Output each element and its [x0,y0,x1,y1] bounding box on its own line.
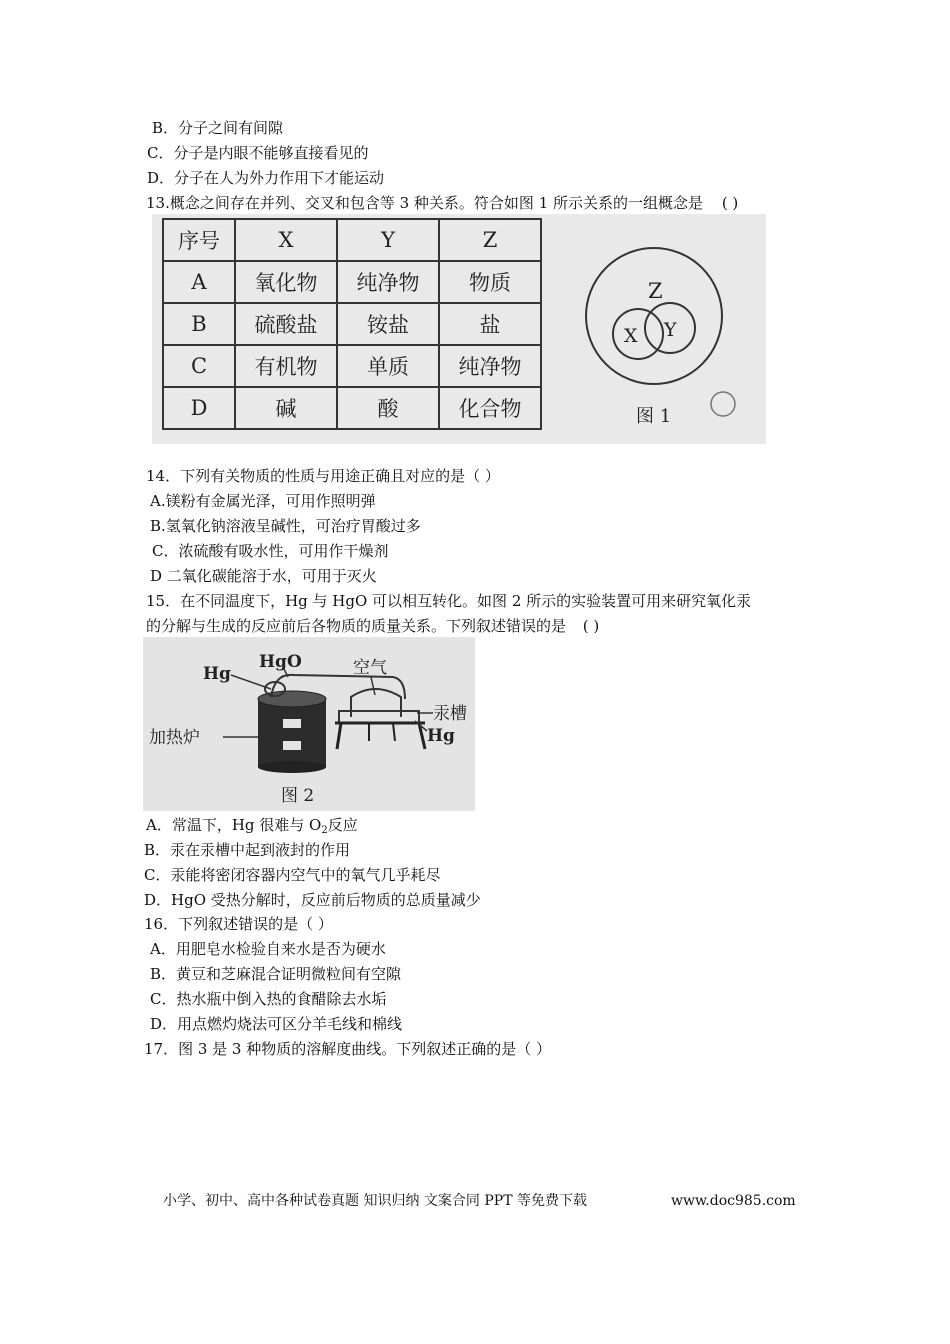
q15-stem-text: 的分解与生成的反应前后各物质的质量关系。下列叙述错误的是 [146,617,567,635]
q14-stem: 14．下列有关物质的性质与用途正确且对应的是（ ） [146,467,500,485]
q15-answer-paren: ( ) [582,617,600,635]
figure-2-caption: 图 2 [281,786,315,806]
table-header-cell: Z [439,219,541,261]
table-cell: C [163,345,235,387]
q15-stem-line-2 [146,616,599,636]
table-cell: A [163,261,235,303]
label-hg-left: Hg [203,664,231,684]
label-trough: 汞槽 [433,704,467,724]
table-header-cell: X [235,219,337,261]
table-header-cell: Y [337,219,439,261]
stand-leg [337,723,341,749]
q15-stem-line-1: 15．在不同温度下，Hg 与 HgO 可以相互转化。如图 2 所示的实验装置可用来研究氧化汞 [146,592,752,610]
q14-option-d: D 二氧化碳能溶于水，可用于灭火 [150,567,377,585]
q12-option-d: D．分子在人为外力作用下才能运动 [147,169,385,187]
table-cell: 盐 [439,303,541,345]
q17-stem: 17．图 3 是 3 种物质的溶解度曲线。下列叙述正确的是（ ） [144,1040,552,1058]
stamp-mark-icon [711,392,735,416]
q13-stem-text: 13.概念之间存在并列、交叉和包含等 3 种关系。符合如图 1 所示关系的一组概念是 [146,194,704,212]
table-header-row [163,219,541,261]
table-cell: 单质 [337,345,439,387]
table-cell: D [163,387,235,429]
bell-jar [351,689,401,717]
table-cell: 纯净物 [337,261,439,303]
q16-option-b: B．黄豆和芝麻混合证明微粒间有空隙 [150,965,402,983]
table-row [163,345,541,387]
q15-option-d: D．HgO 受热分解时，反应前后物质的总质量减少 [144,891,481,909]
leader-line [371,677,375,695]
table-cell: 氧化物 [235,261,337,303]
venn-label-z: Z [648,279,663,303]
venn-label-x: X [624,325,638,347]
furnace-body [258,699,326,767]
table-cell: 物质 [439,261,541,303]
label-furnace: 加热炉 [149,728,200,748]
label-hgo: HgO [259,652,302,672]
q14-option-b: B.氢氧化钠溶液呈碱性，可治疗胃酸过多 [150,517,421,535]
furnace-vent [283,719,301,728]
q15-option-a-text: A．常温下，Hg 很难与 O [146,816,322,834]
q13-stem [146,193,738,213]
table-cell: 有机物 [235,345,337,387]
figure-1-caption: 图 1 [636,406,672,427]
q15-option-c: C．汞能将密闭容器内空气中的氧气几乎耗尽 [144,866,441,884]
furnace-bottom [258,761,326,773]
q15-option-a-end: 反应 [327,816,358,834]
furnace-vent [283,741,301,750]
figure-2 [143,637,475,811]
footer-url[interactable]: www.doc985.com [671,1193,796,1209]
label-hg-right: Hg [427,726,455,746]
label-air: 空气 [353,658,387,678]
q13-answer-paren: ( ) [721,194,739,212]
table-cell: 碱 [235,387,337,429]
q14-option-c: C．浓硫酸有吸水性，可用作干燥剂 [152,542,389,560]
table-cell: B [163,303,235,345]
table-cell: 化合物 [439,387,541,429]
footer-text: 小学、初中、高中各种试卷真题 知识归纳 文案合同 PPT 等免费下载 [163,1193,587,1209]
concept-table [162,218,542,430]
table-row [163,387,541,429]
q16-option-c: C．热水瓶中倒入热的食醋除去水垢 [150,990,387,1008]
q16-option-a: A．用肥皂水检验自来水是否为硬水 [150,940,386,958]
table-cell: 硫酸盐 [235,303,337,345]
q15-option-a [146,815,358,841]
q15-option-a-subscript: 2 [321,825,328,836]
venn-diagram [570,214,766,444]
table-cell: 酸 [337,387,439,429]
stand-leg [393,723,395,741]
q12-option-c: C．分子是内眼不能够直接看见的 [147,144,369,162]
q16-stem: 16．下列叙述错误的是（ ） [144,915,333,933]
venn-circle-x [613,309,663,359]
leader-line [231,675,271,689]
table-row [163,303,541,345]
q12-option-b: B．分子之间有间隙 [152,119,284,137]
table-header-cell: 序号 [163,219,235,261]
q14-option-a: A.镁粉有金属光泽，可用作照明弹 [150,492,376,510]
q15-option-b: B．汞在汞槽中起到液封的作用 [144,841,351,859]
q16-option-d: D．用点燃灼烧法可区分羊毛线和棉线 [150,1015,403,1033]
table-cell: 铵盐 [337,303,439,345]
venn-label-y: Y [664,319,677,341]
table-cell: 纯净物 [439,345,541,387]
figure-1 [152,214,766,444]
hgo-apparatus-diagram [143,637,475,811]
table-row [163,261,541,303]
